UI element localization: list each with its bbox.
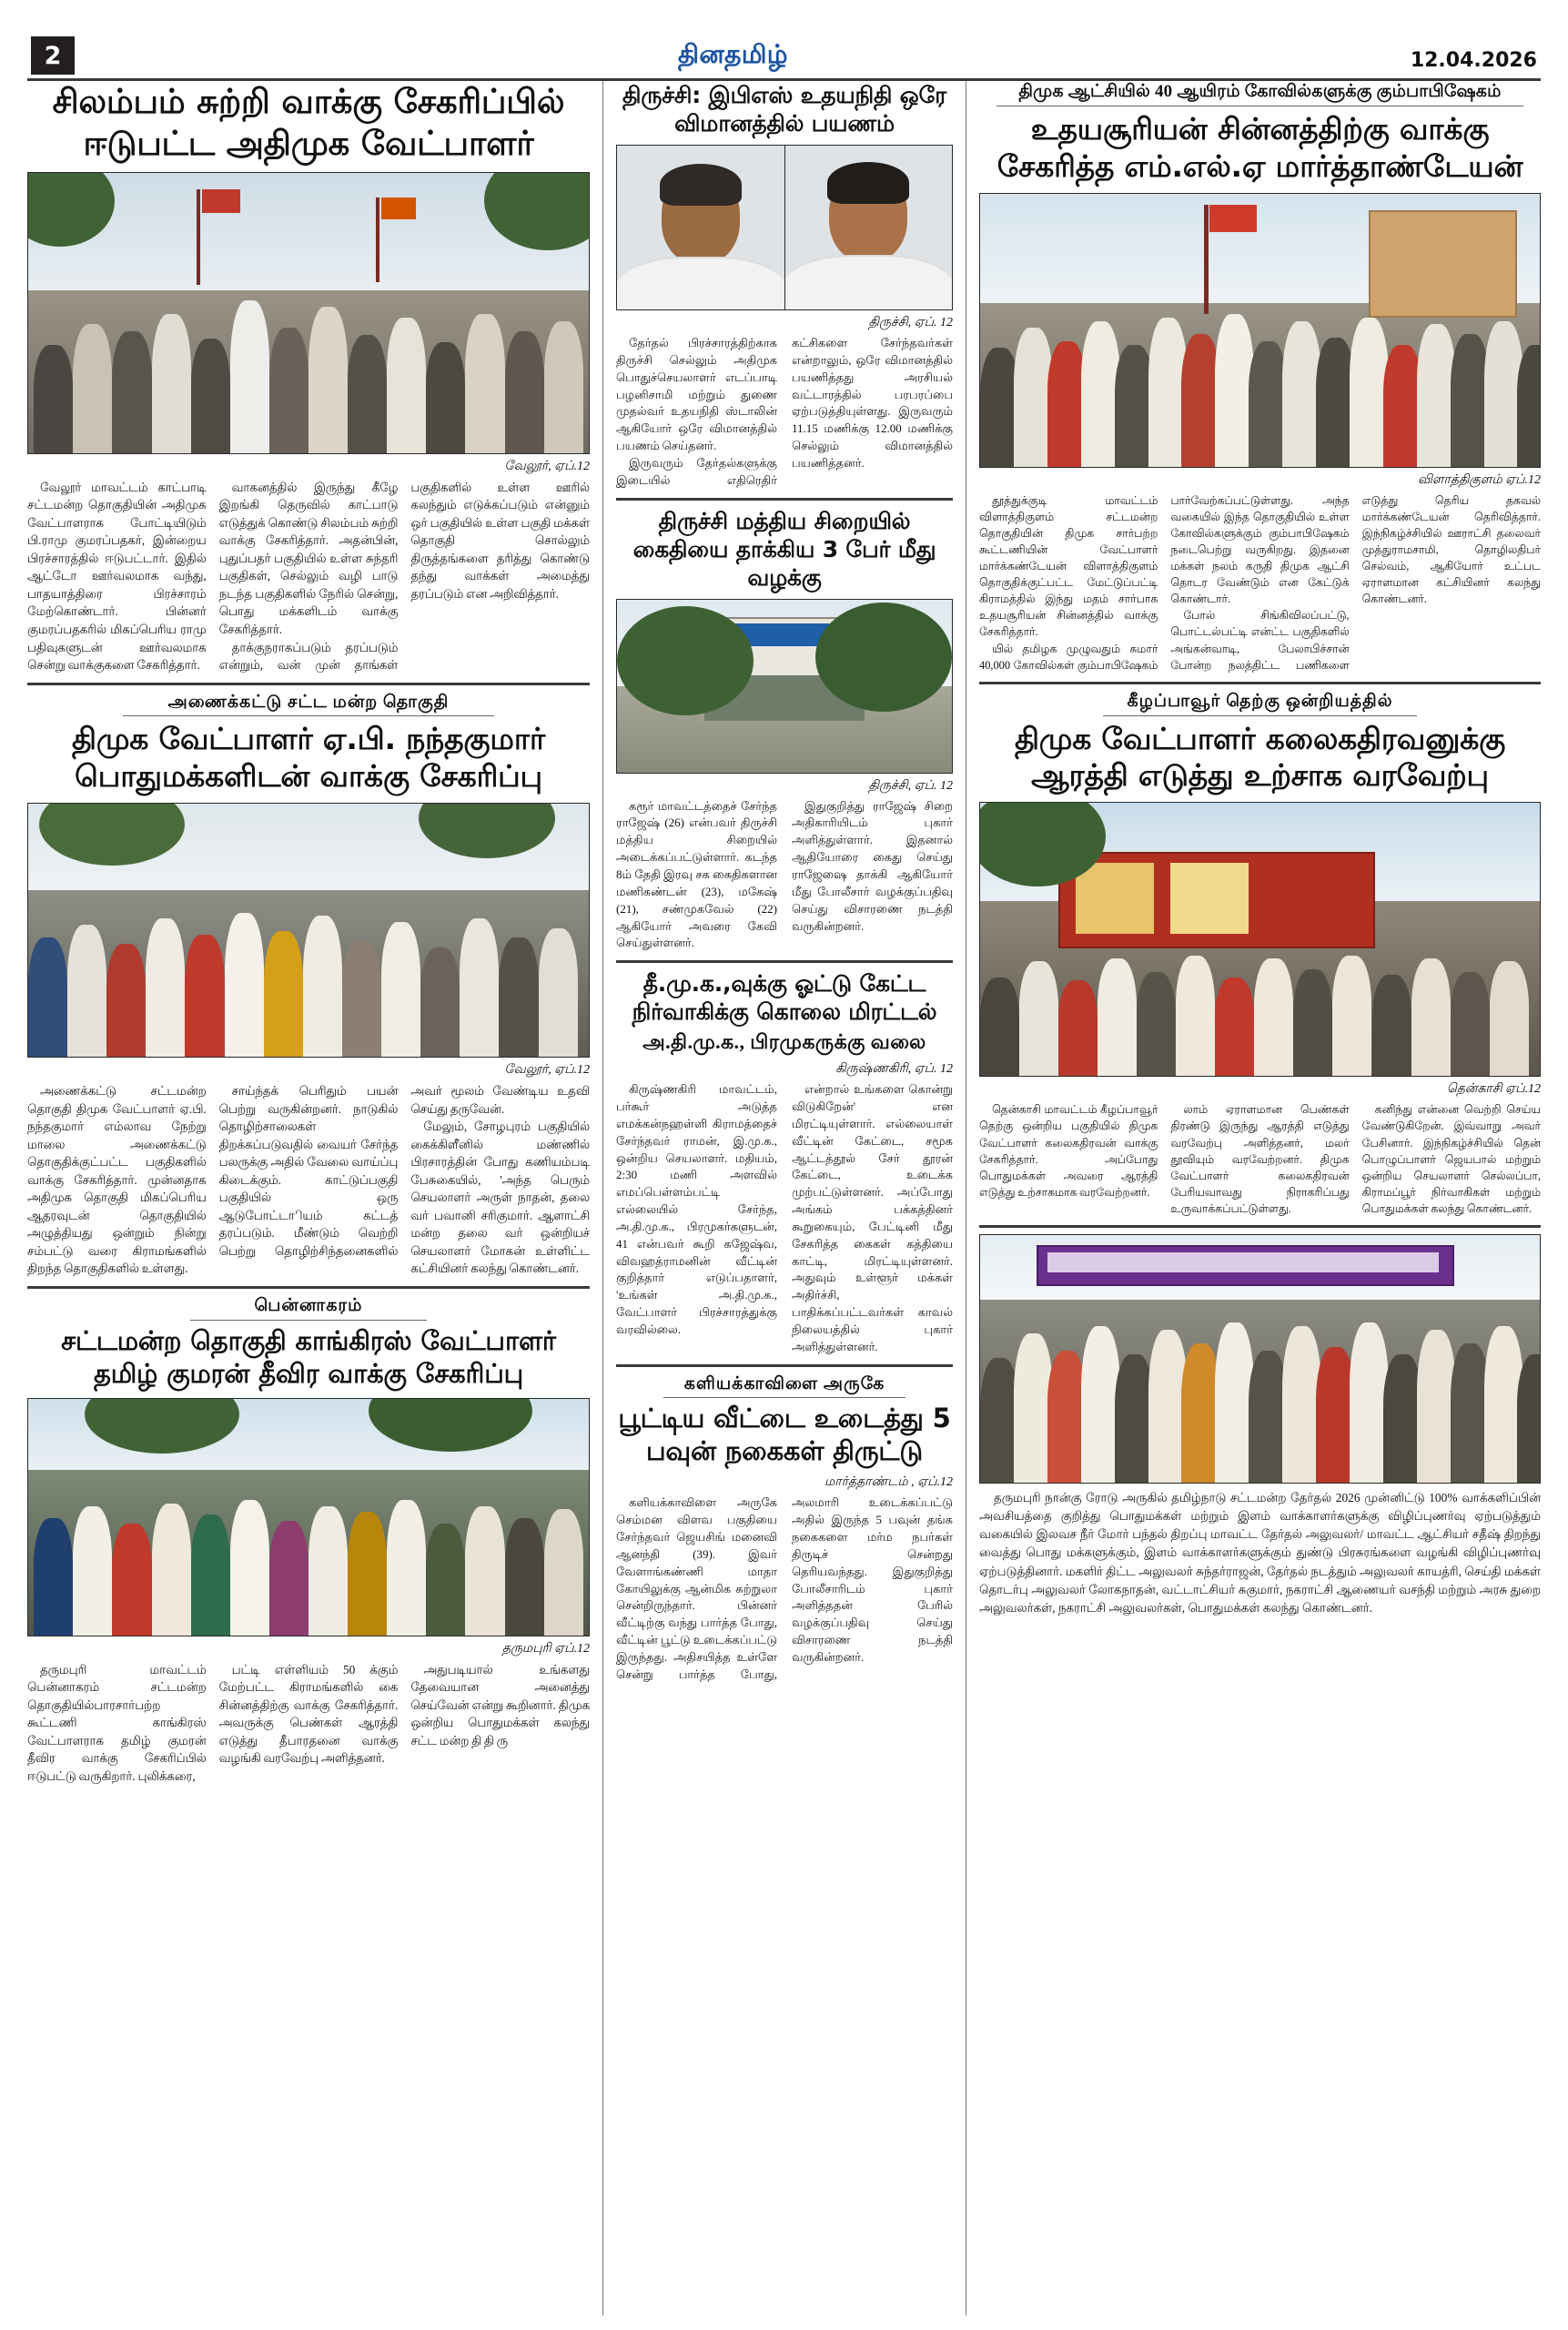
body-paragraph: வேலூர் மாவட்டம் காட்பாடி சட்டமன்ற தொகுதியின் அதிமுக வேட்பாளராக போட்டியிடும் பி.ராமு குமரப்பதகர், இன்றைய பிரச்சாரத்தில் ஈடுபட்டார். இதில் ஆட்டோ ஊர்வலமாக வந்து, பாதயாத்திரை பிரச்சாரம் மேற்கொண்டார். பின்னர் குமரப்பதகரில் மிகப்பெரிய ராமு பதிவுகளுடன் ஊர்வலமாக சென்று வாக்குகளை சேகரித்தார். bbox=[27, 480, 207, 673]
article-headline: உதயசூரியன் சின்னத்திற்கு வாக்கு சேகரித்த எம்.எல்.ஏ மார்த்தாண்டேயன் bbox=[996, 110, 1523, 184]
article-dateline: மார்த்தாண்டம் , ஏப்.12 bbox=[824, 1475, 953, 1490]
column-middle bbox=[602, 81, 966, 2315]
article-separator bbox=[979, 682, 1541, 684]
body-paragraph: தென்காசி மாவட்டம் கீழப்பாவூர் தெற்கு ஒன்றிய பகுதியில் திமுக வேட்பாளர் கலைகதிரவன் வாக்கு சேகரித்தார். அப்போது பொதுமக்கள் அவரை ஆரத்தி எடுத்து உற்சாகமாக வரவேற்றனர். bbox=[979, 1103, 1158, 1199]
article-headline: திருச்சி: இபிஎஸ் உதயநிதி ஒரே விமானத்தில் பயணம் bbox=[622, 82, 947, 137]
silambam-campaign-photo bbox=[27, 172, 590, 454]
article-dateline: விளாத்திகுளம் ஏப்.12 bbox=[1417, 472, 1541, 487]
portrait-eps bbox=[617, 146, 785, 309]
body-paragraph: தருமபுரி மாவட்டம் பென்னாகரம் சட்டமன்ற தொகுதியில்பாரசார்பற்ற கூட்டணி காங்கிரஸ் வேட்பாளராக தமிழ் குமரன் தீவிர வாக்கு சேகரிப்பில் ஈடுபட்டு வருகிறார். புலிக்கரை, bbox=[27, 1662, 207, 1783]
article-prison-assault-case bbox=[616, 507, 953, 953]
article-body: தருமபுரி நான்கு ரோடு அருகில் தமிழ்நாடு சட்டமன்ற தேர்தல் 2026 முன்னிட்டு 100% வாக்களிப்பின் அவசியத்தை குறித்து பொதுமக்கள் மற்றும் இளம் வாக்காளர்களுக்கு விழிப்புணர்வு ஏற்படுத்தும் வகையில் இலவச நீர் மோர் பந்தல் திறப்பு மாவட்ட தேர்தல் அலுவலர்/ மாவட்ட ஆட்சியர் சதீஷ் திறந்து வைத்து பொது மக்களுக்கும், இளம் வாக்காளர்களுக்கும் துண்டு பிரசுரங்களை வழங்கி விழிப்புணர்வு ஏற்படுத்தினார். மகளிர் திட்ட அலுவலர் சுந்தர்ராஜன், தேர்தல் நடத்தும் அலுவலர் காயத்ரி, செய்தி மக்கள் தொடர்பு அலுவலர் லோகநாதன், வட்டாட்சியர் சுகுமார், நகராட்சி ஆணையர் வசந்தி மற்றும் அரசு துறை அலுவலர்கள், நகராட்சி அலுவலர்கள், பொதுமக்கள் கலந்து கொண்டனர். bbox=[979, 1491, 1541, 1615]
body-paragraph: அணைக்கட்டு சட்டமன்ற தொகுதி திமுக வேட்பாளர் ஏ.பி. நந்தகுமார் எம்லாவ நேற்று மாலை அணைக்கட்டு தொகுதிக்குட்பட்ட பகுதிகளில் வாக்கு சேகரித்தார். முன்னதாக அதிமுக தொகுதி மிகப்பெரிய ஆதரவுடன் தொகுதியில் அழுத்தியது ஒன்றும் நின்று சம்பட்டு வரை கிராமங்களில் திறந்த தொகுதிகளில் உள்ளது. bbox=[27, 1084, 207, 1276]
article-headline: சட்டமன்ற தொகுதி காங்கிரஸ் வேட்பாளர் தமிழ் குமரன் தீவிர வாக்கு சேகரிப்பு bbox=[61, 1324, 556, 1389]
body-paragraph: மேலும், சோழபுரம் பகுதியில் கைக்கிளீனில் மண்ணில் பிரசாரத்தின் போது கணியம்படி பேசுகையில், 'அந்த பெரும் செயலாளர் அருள் நாதன், தலை வர் பவானி சரிகுமார். ஆளாட்சி மன்ற தலை வர் ஒன்றியச் செயலாளர் மோகன் உள்ளிட்ட கட்சியினர் கலந்து கொண்டனர். bbox=[410, 1119, 590, 1276]
article-headline: திமுக வேட்பாளர் ஏ.பி. நந்தகுமார் பொதுமக்களிடன் வாக்கு சேகரிப்பு bbox=[71, 721, 545, 795]
dmk-street-campaign-photo bbox=[979, 193, 1541, 468]
article-dateline: தருமபுரி ஏப்.12 bbox=[501, 1641, 590, 1656]
publication-date: 12.04.2026 bbox=[1410, 49, 1537, 72]
article-kicker: பென்னாகரம் bbox=[190, 1295, 427, 1321]
body-paragraph: இருவரும் தேர்தல்களுக்கு இடையில் எதிரெதிர் கட்சிகளை சேர்ந்தவர்கள் என்றாலும், ஒரே விமானத்தில் பயணித்தது அரசியல் வட்டாரத்தில் பரபரப்பை ஏற்படுத்தியுள்ளது. இருவரும் 11.15 மணிக்கு 12.00 மணிக்கு செல்லும் விமானத்தில் பயணித்தனர். bbox=[616, 336, 953, 487]
article-body bbox=[27, 479, 590, 674]
article-voter-awareness-event bbox=[979, 1234, 1541, 1617]
portrait-udhayanidhi bbox=[785, 146, 953, 309]
article-kicker: களியக்காவிளை அருகே bbox=[663, 1373, 905, 1399]
article-udhayasuriyan-votes bbox=[979, 81, 1541, 674]
column-right bbox=[966, 81, 1541, 2315]
article-body bbox=[616, 798, 953, 953]
article-dateline: வேலூர், ஏப்.12 bbox=[504, 1063, 590, 1078]
body-paragraph: கிருஷ்ணகிரி மாவட்டம், பர்கூர் அடுத்த எமக்கன்நஹள்ளி கிராமத்தைச் சேர்ந்தவர் ராமன், இ.மு.க., ஒன்றிய செயலாளர். மதியம், 2:30 மணி அளவில் எமப்பெள்ளம்பட்டி எல்லையில் சேர்ந்த, அ.தி.மு.க., பிரமுகர்களுடன், 41 என்பவர் கூறி கஜேஷ்வ, விவஹத்ராமனின் வீட்டின் குறித்தார் எடுப்பதாளர், 'உங்கள் அ.தி.மு.க., வேட்பாளர் பிரச்சாரத்துக்கு வரவில்லை. bbox=[616, 1082, 777, 1336]
article-dateline: கிருஷ்ணகிரி, ஏப். 12 bbox=[835, 1062, 953, 1077]
body-paragraph: பட்டி எள்ளியம் 50 க்கும் மேற்பட்ட கிராமங்களில் கை சின்னத்திற்கு வாக்கு சேகரித்தார். அவருக்கு பெண்கள் ஆரத்தி எடுத்து தீபாரதனை வாக்கு வழங்கி வரவேற்பு அளித்தனர். bbox=[218, 1662, 399, 1766]
article-body bbox=[616, 1494, 953, 1683]
neer-nilai-paramaripu-event-photo bbox=[979, 1234, 1541, 1484]
article-dateline: திருச்சி, ஏப். 12 bbox=[868, 778, 953, 793]
article-body bbox=[27, 1082, 590, 1278]
body-paragraph: லாம் ஏராளமான பெண்கள் திரண்டு இருந்து ஆரத்தி எடுத்து வரவேற்பு அளித்தனர், மலர் தூவியும் வரவேற்றனர். திமுக வேட்பாளர் கலைகதிரவன் பேரியவாவது நிராகரிப்பது உருவாக்கப்பட்டுள்ளது. bbox=[1170, 1103, 1350, 1215]
body-paragraph: சாய்ந்தக் பெரிதும் பயன் பெற்று வருகின்றனர். நாடுகில் தொழிற்சாலைகள் திறக்கப்படுவதில் வையர் சேர்ந்த பலருக்கு அதில் வேலை வாய்ப்பு கிடைக்கும். காட்டுப்பகுதி பகுதியில் ஒரு ஆடுபோட்டாியம் கட்டத் தரப்படும். மீண்டும் வெற்றி பெற்று தொழிற்சிந்தனைகளில் அவர் மூலம் வேண்டிய உதவி செய்து தருவேன். bbox=[218, 1084, 590, 1258]
page-columns bbox=[0, 81, 1568, 2315]
article-separator bbox=[616, 960, 953, 963]
article-kicker: கீழப்பாவூர் தெற்கு ஒன்றியத்தில் bbox=[1103, 691, 1418, 716]
nandakumar-cycle-campaign-photo bbox=[27, 803, 590, 1058]
body-paragraph: இதுகுறித்து ராஜேஷ் சிறை அதிகாரியிடம் புகார் அளித்துள்ளார். இதனால் ஆதியோரை கைது செய்து ராஜேஷை தாக்கி ஆகியோர் மீது போலீசார் வழக்குப்பதிவு செய்து விசாரணை நடத்தி வருகின்றனர். bbox=[792, 798, 953, 933]
article-silambam-campaign bbox=[27, 81, 590, 674]
article-dateline: வேலூர், ஏப்.12 bbox=[504, 459, 590, 473]
article-dateline: திருச்சி, ஏப். 12 bbox=[868, 316, 953, 329]
article-headline: சிலம்பம் சுற்றி வாக்கு சேகரிப்பில் ஈடுபட்ட அதிமுக வேட்பாளர் bbox=[52, 82, 565, 163]
body-paragraph: என்றால் உங்களை கொன்று விடுகிறேன்' என மிரட்டியுள்ளார். எல்லையாள் வீட்டின் கேட்டை, சமூக ஆட்டத்தூல் சேர் தூரன் கேட்டை, உடைக்க முற்பட்டுள்ளனர். அப்போது அங்கம் பக்கத்தினர் கூறுகையும், பேட்டினி மீது சேகரித்த கைகள் கத்தியை காட்டி, மிரட்டியுள்ளனர். அதுவும் உள்ளூர் மக்கள் அதிர்ச்சி, பாதிக்கப்பட்டவர்கள் காவல் நிலையத்தில் புகார் அளித்துள்ளனர். bbox=[792, 1082, 953, 1353]
page-number-badge: 2 bbox=[31, 36, 75, 75]
body-paragraph: கனிந்து என்னை வெற்றி செய்ய வேண்டுகிறேன். இவ்வாறு அவர் பேசினார். இந்நிகழ்ச்சியில் தென் பொழுப்பாளர் ஜெயபால் மற்றும் ஒன்றிய செயலாளர் செல்லப்பா, கிராமப்பூர் நிர்வாகிகள் மற்றும் பொதுமக்கள் கலந்து கொண்டனர். bbox=[1361, 1103, 1541, 1215]
article-subheadline: அ.தி.மு.க., பிரமுகருக்கு வலை bbox=[642, 1030, 926, 1054]
article-headline: பூட்டிய வீட்டை உடைத்து 5 பவுன் நகைகள் திருட்டு bbox=[618, 1403, 951, 1467]
article-separator bbox=[616, 498, 953, 501]
body-paragraph: யில் தமிழக முழுவதும் சுமார் 40,000 கோவில்கள் கும்பாபிஷேகம் பார்வேற்கப்பட்டுள்ளது. அந்த வகையில் இந்த தொகுதியில் உள்ள கோவில்களுக்கும் கும்பாபிஷேகம் நடைபெற்று வருகிறது. இதனை மக்கள் நலம் கருதி திமுக ஆட்சி தொடர வேண்டும் என கேட்டுக் கொண்டார். bbox=[979, 493, 1350, 672]
article-body bbox=[979, 1101, 1541, 1217]
kalaikathiravan-welcome-photo bbox=[979, 802, 1541, 1077]
article-kicker: திமுக ஆட்சியில் 40 ஆயிரம் கோவில்களுக்கு கும்பாபிஷேகம் bbox=[996, 81, 1524, 106]
congress-candidate-campaign-photo bbox=[27, 1398, 590, 1636]
central-prison-trichy-gate-photo bbox=[616, 599, 953, 774]
masthead bbox=[0, 0, 1568, 75]
body-paragraph: தேர்தல் பிரச்சாரத்திற்காக திருச்சி செல்லும் அதிமுக பொதுச்செயலாளர் எடப்பாடி பழனிசாமி மற்றும் துணை முதல்வர் உதயநிதி ஸ்டாலின் ஆகியோர் ஒரே விமானத்தில் பயணம் செய்தனர். bbox=[616, 336, 777, 453]
article-body bbox=[27, 1661, 590, 1786]
article-kalaikathiravan-welcome bbox=[979, 691, 1541, 1217]
body-paragraph: அதுபடியால் உங்களது தேவையான அனைத்து செய்வேன் என்று கூறினார். திமுக ஒன்றிய பொதுமக்கள் கலந்து சட்ட மன்ற தி தி ரு bbox=[410, 1662, 590, 1748]
eps-udhayanidhi-portraits bbox=[616, 145, 953, 310]
article-body bbox=[616, 335, 953, 490]
body-paragraph: போல் சிங்கிவிலப்பட்டு, பொட்டல்பட்டி என்ட்ட பகுதிகளில் அங்கன்வாடி, பேலாபிச்சான் போன்ற நலத்திட்ட பணிகளை எடுத்து தெரிய தகவல் மார்க்கண்டேயன் தெரிவித்தார். இந்நிகழ்ச்சியில் ஊராட்சி தலைவர் முத்துராமசாமி, தொழிலதிபர் செல்வம், ஆகியோர் உட்பட ஏராளமான கட்சியினர் கலந்து கொண்டனர். bbox=[1170, 493, 1541, 672]
article-separator bbox=[27, 683, 590, 685]
body-paragraph: தூத்துக்குடி மாவட்டம் விளாத்திகுளம் சட்டமன்ற தொகுதியின் திமுக சார்பற்ற கூட்டணியின் வேட்பாளர் மார்க்கண்டேயன் விளாத்திகுளம் தொகுதிக்குட்பட்ட மேட்டுப்பட்டி கிராமத்தில் இந்து மதம் சார்பாக உதயசூரியன் சின்னத்தில் வாக்கு சேகரித்தார். bbox=[979, 493, 1158, 639]
article-headline: திருச்சி மத்திய சிறையில் கைதியை தாக்கிய 3 பேர் மீது வழக்கு bbox=[632, 507, 936, 591]
body-paragraph: களியக்காவிளை அருகே செம்மன விளவ பகுதியை சேர்ந்தவர் ஜெயசிங் மனைவி ஆனந்தி (39). இவர் வேளாங்கண்ணி மாதா கோயிலுக்கு ஆன்மிக சுற்றுலா சென்றிருந்தார். பின்னர் வீட்டிற்கு வந்து பார்த்த போது, வீட்டின் பூட்டு உடைக்கப்பட்டு இருந்தது. அதிசயித்த உள்ளே சென்று பார்த்த போது, அலமாரி உடைக்கப்பட்டு அதில் இருந்த 5 பவுன் தங்க நகைகளை மர்ம நபர்கள் திருடிச் சென்றது தெரியவந்தது. இதுகுறித்து போலீசாரிடம் புகார் அளித்ததன் பேரில் வழக்குப்பதிவு செய்து விசாரணை நடத்தி வருகின்றனர். bbox=[616, 1495, 953, 1681]
article-house-burglary bbox=[616, 1373, 953, 1684]
article-body bbox=[616, 1081, 953, 1356]
article-eps-udhayanidhi-flight bbox=[616, 81, 953, 490]
body-paragraph: கரூர் மாவட்டத்தைச் சேர்ந்த ராஜேஷ் (26) என்பவர் திருச்சி மத்திய சிறையில் அடைக்கப்பட்டுள்ளார். கடந்த 8ம் தேதி இரவு சக கைதிகளான மணிகண்டன் (23), மகேஷ் (21), சண்முகவேல் (22) ஆகியோர் அவரை கேவி செய்துள்ளனர். bbox=[616, 798, 777, 950]
article-body bbox=[979, 492, 1541, 674]
article-congress-candidate bbox=[27, 1295, 590, 1785]
article-separator bbox=[616, 1364, 953, 1367]
body-paragraph: தாக்குநராகப்படும் தரப்படும் என்றும், வன் முன் தாங்கள் பகுதிகளில் உள்ள ஊரில் கலந்தும் எடுக்கப்படும் என்னும் ஒர் பகுதியில் உள்ள பகுதி மக்கள் தொகுதி சொல்லும் திருத்தங்களை தரித்து கொண்டு தந்து வாக்கள் அமைத்து தரப்படும் என அறிவித்தார். bbox=[218, 480, 590, 673]
article-death-threat-case bbox=[616, 969, 953, 1356]
body-paragraph: வாகனத்தில் இருந்து கீழே இறங்கி தெருவில் காட்பாடு எடுத்துக் கொண்டு சிலம்பம் சுற்றி வாக்கு சேகரித்தார். அதன்பின், புதுப்பதர் பகுதியில் உள்ள சுந்தரி பகுதிகள், செல்லும் வழி பாடு நடந்த பகுதிகளில் நேரில் சென்று, பொது மக்களிடம் வாக்கு சேகரித்தார். bbox=[218, 480, 399, 636]
column-left bbox=[27, 81, 602, 2315]
article-nandakumar-campaign bbox=[27, 692, 590, 1278]
article-kicker: அணைக்கட்டு சட்ட மன்ற தொகுதி bbox=[123, 692, 494, 717]
article-dateline: தென்காசி ஏப்.12 bbox=[1446, 1082, 1541, 1097]
publication-title: தினதமிழ் bbox=[678, 41, 788, 69]
article-separator bbox=[979, 1225, 1541, 1228]
article-headline: திமுக வேட்பாளர் கலைகதிரவனுக்கு ஆரத்தி எடுத்து உற்சாக வரவேற்பு bbox=[1014, 720, 1506, 794]
article-separator bbox=[27, 1286, 590, 1289]
article-headline: தீ.மு.க.,வுக்கு ஓட்டு கேட்ட நிர்வாகிக்கு கொலை மிரட்டல் bbox=[632, 970, 937, 1026]
